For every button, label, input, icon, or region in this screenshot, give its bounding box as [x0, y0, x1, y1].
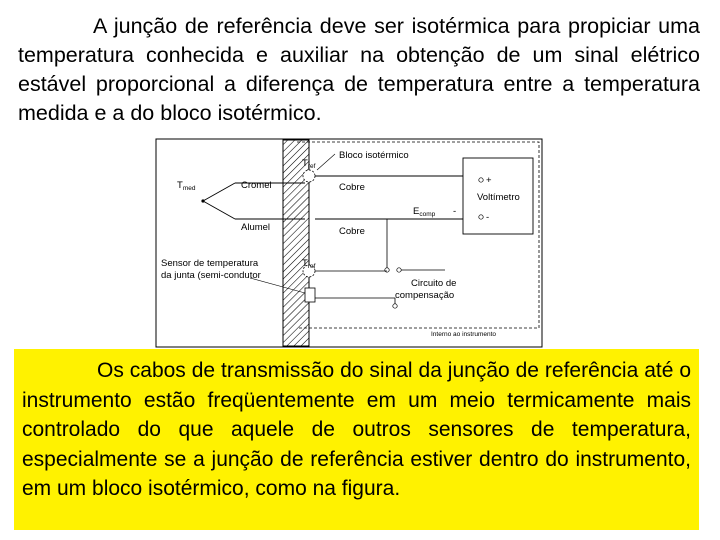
sensor-label-line1: Sensor de temperatura	[161, 258, 259, 269]
cobre-bottom-label: Cobre	[339, 226, 365, 237]
voltimeter-label: Voltímetro	[477, 192, 520, 203]
circuito-label-line1: Circuito de	[411, 278, 457, 289]
tref-bottom-label: $T_{ref}$	[302, 258, 316, 270]
voltimeter-minus-terminal	[479, 215, 483, 219]
cromel-label: Cromel	[241, 180, 272, 191]
sensor-element	[305, 288, 315, 302]
ecomp-label: $E_{comp}$	[413, 206, 436, 218]
intro-paragraph: A junção de referência deve ser isotérmica para propiciar uma temperatura conhecida e auxiliar na obtenção de um sinal elétrico estável proporcional a diferença de temperatura entre a temperatura medida e a do bloco isotérmico.	[18, 14, 700, 125]
circuito-label-line2: compensação	[395, 290, 455, 301]
ref-junction-top	[303, 170, 315, 182]
alumel-wire	[203, 201, 235, 219]
measuring-junction	[201, 199, 204, 202]
sensor-link	[310, 298, 395, 306]
tref-top-label: $T_{ref}$	[302, 158, 316, 170]
tmed-label: $T_{med}$	[177, 180, 196, 192]
highlight-box	[14, 349, 699, 530]
voltimeter-plus-label: +	[486, 175, 492, 186]
copper-wire-top	[315, 176, 475, 180]
cromel-wire	[203, 183, 235, 201]
cobre-top-label: Cobre	[339, 182, 365, 193]
voltimeter-plus-terminal	[479, 178, 483, 182]
bloco-label: Bloco isotérmico	[339, 150, 409, 161]
interno-label: Interno ao instrumento	[431, 331, 497, 338]
alumel-label: Alumel	[241, 222, 271, 233]
thermocouple-compensation-diagram	[155, 138, 545, 350]
ecomp-minus-label: -	[453, 206, 457, 217]
sensor-label-line2: da junta (semi-condutor	[161, 270, 261, 281]
isothermal-block	[283, 140, 309, 346]
transmission-paragraph: Os cabos de transmissão do sinal da junção de referência até o instrumento estão freqüentemente em um meio termicamente mais controlado do que aquele de outros sensores de temperatura, especialmente se a junção de referência estiver dentro do instrumento, em um bloco isotérmico, como na figura.	[22, 359, 691, 500]
voltimeter-minus-label: -	[486, 212, 490, 223]
